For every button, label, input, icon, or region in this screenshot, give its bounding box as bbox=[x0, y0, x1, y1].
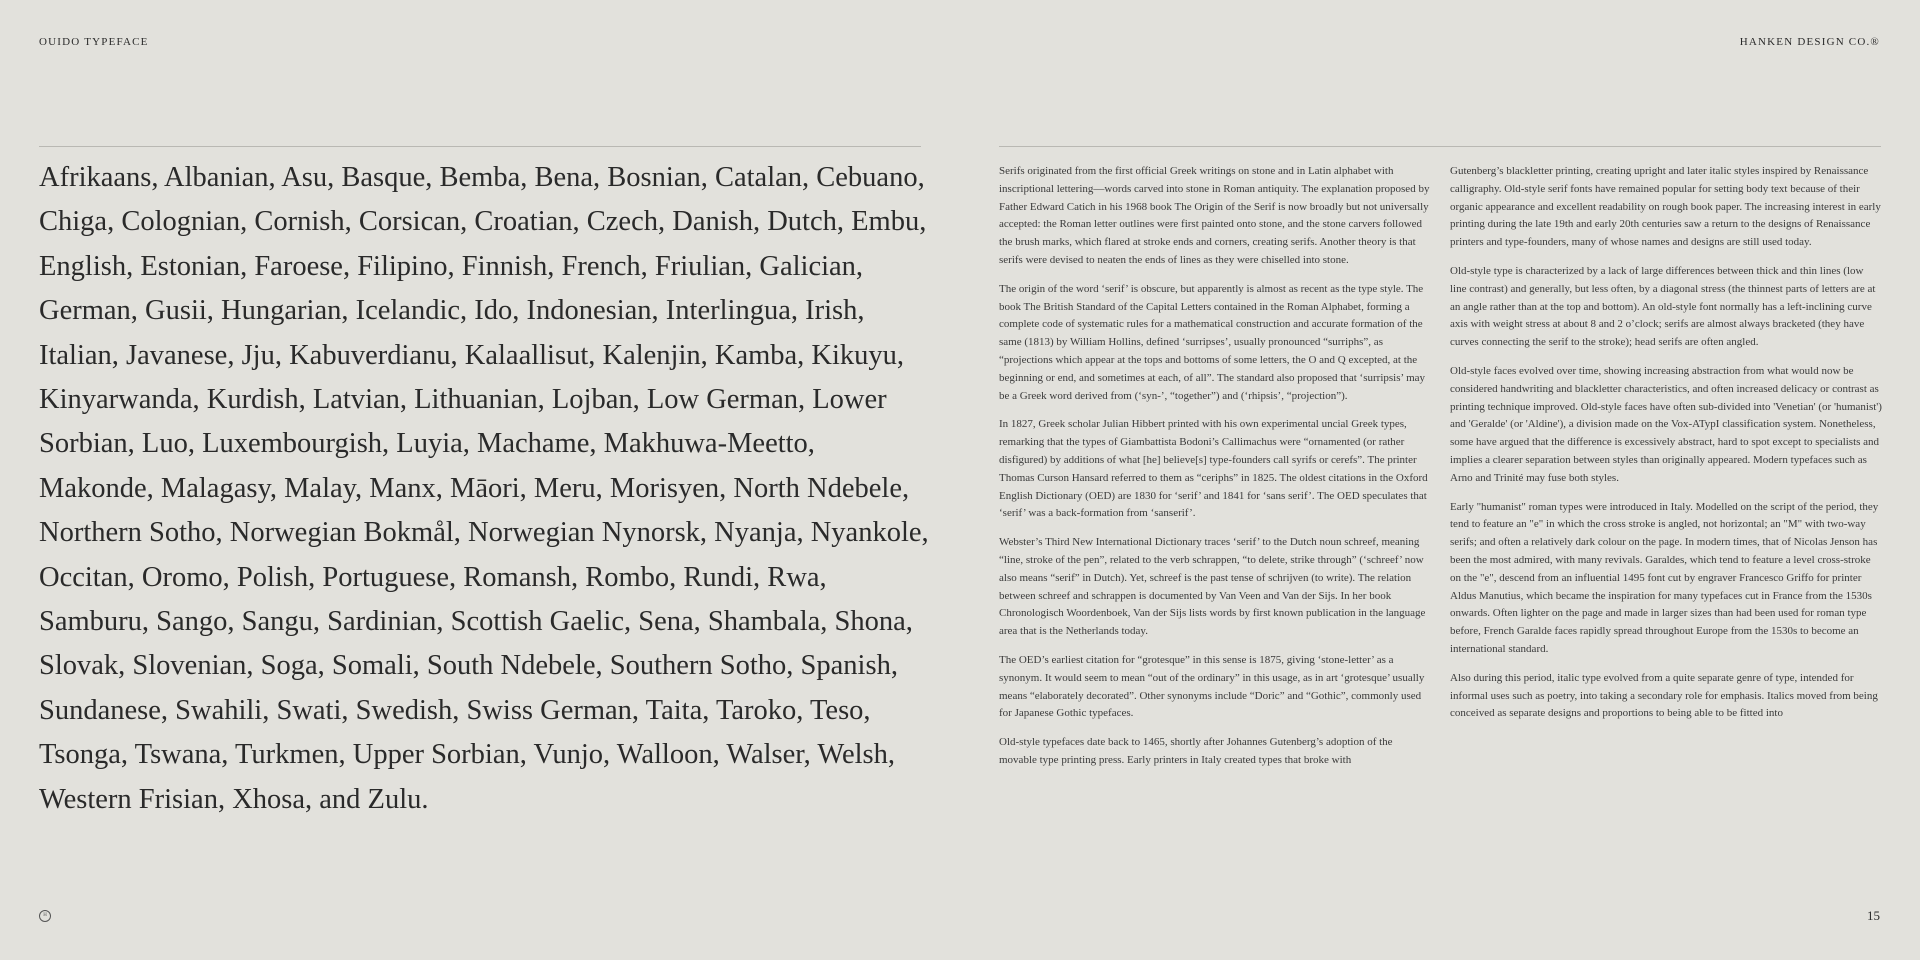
paragraph: The OED’s earliest citation for “grotesque” in this sense is 1875, giving ‘stone-letter’ as a synonym. It would seem to mean “out of the ordinary” in this usage, as in art ‘grotesque’ usually means “elaborately decorated”. Other synonyms include “Doric” and “Gothic”, commonly used for Japanese Gothic typefaces. bbox=[999, 653, 1425, 720]
language-support-list: Afrikaans, Albanian, Asu, Basque, Bemba, Bena, Bosnian, Catalan, Cebuano, Chiga, Colognian, Cornish, Corsican, Croatian, Czech, Danish, Dutch, Embu, English, Estonian, Faroese, Filipino, Finnish, French, Friulian, Galician, German, Gusii, Hungarian, Icelandic, Ido, Indonesian, Interlingua, Irish, Italian, Javanese, Jju, Kabuverdianu, Kalaallisut, Kalenjin, Kamba, Kikuyu, Kinyarwanda, Kurdish, Latvian, Lithuanian, Lojban, Low German, Lower Sorbian, Luo, Luxembourgish, Luyia, Machame, Makhuwa-Meetto, Makonde, Malagasy, Malay, Manx, Māori, Meru, Morisyen, North Ndebele, Northern Sotho, Norwegian Bokmål, Norwegian Nynorsk, Nyanja, Nyankole, Occitan, Oromo, Polish, Portuguese, Romansh, Rombo, Rundi, Rwa, Samburu, Sango, Sangu, Sardinian, Scottish Gaelic, Sena, Shambala, Shona, Slovak, Slovenian, Soga, Somali, South Ndebele, Southern Sotho, Spanish, Sundanese, Swahili, Swati, Swedish, Swiss German, Taita, Taroko, Teso, Tsonga, Tswana, Turkmen, Upper Sorbian, Vunjo, Walloon, Walser, Welsh, Western Frisian, Xhosa, and Zulu. bbox=[39, 162, 929, 815]
paragraph: The origin of the word ‘serif’ is obscure, but apparently is almost as recent as the type style. The book The British Standard of the Capital Letters contained in the Roman Alphabet, forming a complete code of systematic rules for a mathematical construction and accurate formation of the same (1813) by William Hollins, defined ‘surripses’, usually pronounced “surriphs”, as “projections which appear at the tops and bottoms of some letters, the O and Q excepted, at the beginning or end, and sometimes at each, of all”. The standard also proposed that ‘surripsis’ may be a Greek word derived from (‘syn-’, “together”) and (‘rhipsis’, “projection”). bbox=[999, 282, 1426, 402]
paragraph: Early "humanist" roman types were introduced in Italy. Modelled on the script of the period, they tend to feature an "e" in which the cross stroke is angled, not horizontal; an "M" with two-way serifs; and often a relatively dark colour on the page. In modern times, that of Nicolas Jenson has been the most admired, with many revivals. Garaldes, which tend to feature a level cross-stroke on the "e", descend from an influential 1495 font cut by engraver Francesco Griffo for printer Aldus Manutius, which became the inspiration for many typefaces cut in France from the 1530s onwards. Often lighter on the page and made in larger sizes than had been used for roman type before, French Garalde faces rapidly spread throughout Europe from the 1530s to become an international standard. bbox=[1450, 500, 1879, 655]
paragraph: Old-style faces evolved over time, showing increasing abstraction from what would now be considered handwriting and blackletter characteristics, and often increased delicacy or contrast as printing technique improved. Old-style faces have often sub-divided into 'Venetian' (or 'humanist') and 'Geralde' (or 'Aldine'), a division made on the Vox-ATypI classification system. Nonetheless, some have argued that the difference is excessively abstract, hard to spot except to specialists and implies a clearer separation between styles than originally appeared. Modern typefaces such as Arno and Trinité may fuse both styles. bbox=[1450, 364, 1882, 484]
left-divider bbox=[39, 146, 921, 147]
studio-logo-icon: H bbox=[39, 910, 51, 922]
right-divider bbox=[999, 146, 1881, 147]
page-number: 15 bbox=[1867, 908, 1880, 923]
paragraph: Webster’s Third New International Dictionary traces ‘serif’ to the Dutch noun schreef, meaning “line, stroke of the pen”, related to the verb schrappen, “to delete, strike through” (‘schreef’ now also means “serif” in Dutch). Yet, schreef is the past tense of schrijven (to write). The relation between schreef and schrappen is documented by Van Veen and Van der Sijs. In her book Chronologisch Woordenboek, Van der Sijs lists words by first known publication in the language area that is the Netherlands today. bbox=[999, 536, 1426, 638]
paragraph: Serifs originated from the first official Greek writings on stone and in Latin alphabet with inscriptional lettering—words carved into stone in Roman antiquity. The explanation proposed by Father Edward Catich in his 1968 book The Origin of the Serif is now broadly but not universally accepted: the Roman letter outlines were first painted onto stone, and the stone carvers followed the brush marks, which flared at stroke ends and corners, creating serifs. Another theory is that serifs were devised to neaten the ends of lines as they were chiselled into stone. bbox=[999, 165, 1430, 266]
paragraph: In 1827, Greek scholar Julian Hibbert printed with his own experimental uncial Greek types, remarking that the types of Giambattista Bodoni’s Callimachus were “ornamented (or rather disfigured) by additions of what [he] believe[s] type-founders call syrifs or cerefs”. The printer Thomas Curson Hansard referred to them as “ceriphs” in 1825. The oldest citations in the Oxford English Dictionary (OED) are 1830 for ‘serif’ and 1841 for ‘sans serif’. The OED speculates that ‘serif’ was a back-formation from ‘sanserif’. bbox=[999, 418, 1428, 520]
typeface-title: OUIDO TYPEFACE bbox=[39, 36, 149, 48]
paragraph: Also during this period, italic type evolved from a quite separate genre of type, intended for informal uses such as poetry, into taking a secondary role for emphasis. Italics moved from being conceived as separate designs and proportions to being able to be fitted into bbox=[1450, 671, 1878, 720]
paragraph: Old-style type is characterized by a lack of large differences between thick and thin lines (low line contrast) and generally, but less often, by a diagonal stress (the thinnest parts of letters are at an angle rather than at the top and bottom). An old-style font normally has a left-inclining curve axis with weight stress at about 8 and 2 o’clock; serifs are almost always bracketed (they have curves connecting the serif to the stroke); head serifs are often angled. bbox=[1450, 264, 1876, 349]
studio-name: HANKEN DESIGN CO.® bbox=[1739, 36, 1880, 48]
body-column-1 bbox=[999, 163, 1431, 781]
body-column-2 bbox=[1450, 163, 1882, 734]
paragraph: Old-style typefaces date back to 1465, shortly after Johannes Gutenberg’s adoption of the movable type printing press. Early printers in Italy created types that broke with bbox=[999, 736, 1393, 766]
paragraph: Gutenberg’s blackletter printing, creating upright and later italic styles inspired by Renaissance calligraphy. Old-style serif fonts have remained popular for setting body text because of their organic appearance and excellent readability on rough book paper. The increasing interest in early printing during the late 19th and early 20th centuries saw a return to the designs of Renaissance printers and type-founders, many of whose names and designs are still used today. bbox=[1450, 165, 1881, 249]
